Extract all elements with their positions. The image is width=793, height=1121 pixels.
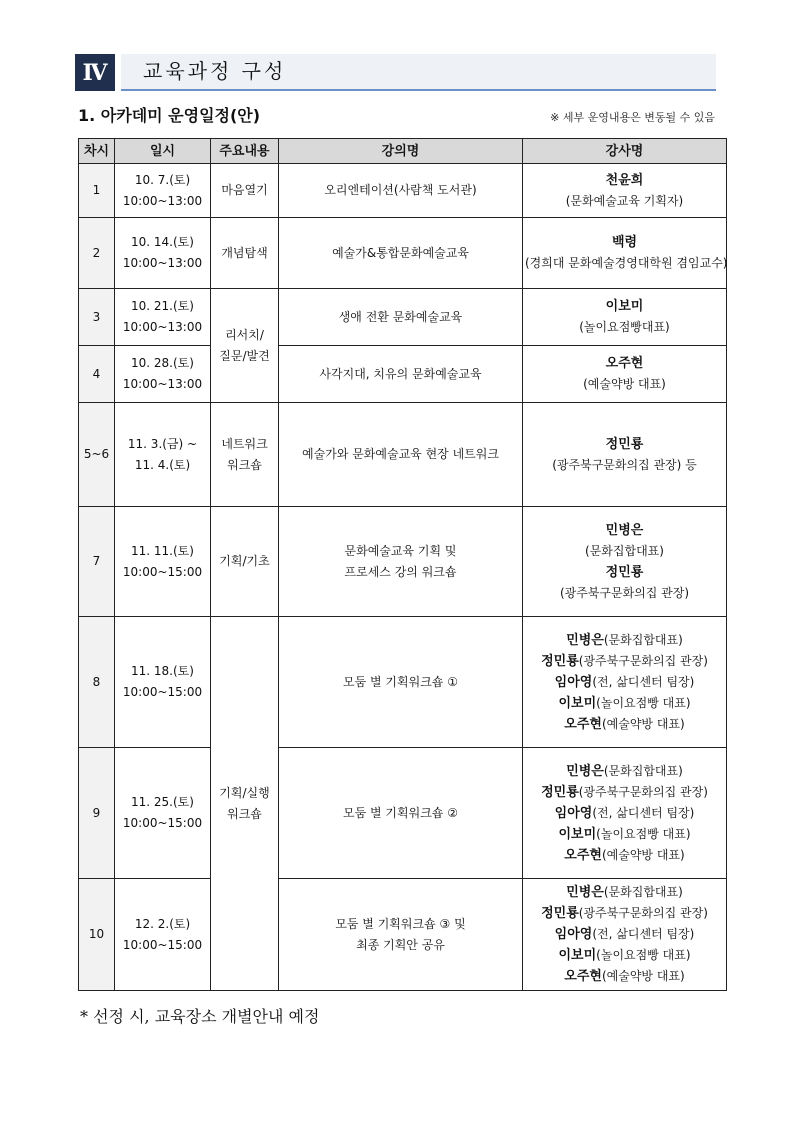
table-row	[79, 218, 727, 289]
session-datetime	[115, 748, 211, 879]
session-number: 2	[79, 218, 115, 289]
session-time: 10:00~13:00	[122, 193, 203, 208]
lecture-title	[279, 879, 523, 991]
instructor-entry	[525, 714, 724, 735]
instructor-cell	[523, 218, 727, 289]
footnote: * 선정 시, 교육장소 개별안내 예정	[80, 1007, 320, 1026]
section-number: Ⅳ	[75, 54, 115, 91]
instructor-affiliation: (전, 삶디센터 팀장)	[592, 805, 695, 820]
lecture-line: 예술가&통합문화예술교육	[332, 245, 469, 260]
instructor-cell	[523, 748, 727, 879]
session-datetime	[115, 346, 211, 403]
topic-line: 리서치/	[225, 327, 264, 342]
session-date: 11. 25.(토)	[131, 795, 194, 809]
session-datetime	[115, 218, 211, 289]
lecture-title	[279, 403, 523, 507]
session-topic	[211, 164, 279, 218]
instructor-name: 이보미	[558, 948, 597, 963]
instructor-name: 이보미	[558, 826, 597, 842]
instructor-affiliation: (예술약방 대표)	[601, 716, 685, 731]
topic-line: 워크숍	[227, 457, 262, 472]
instructor-entry	[525, 374, 724, 395]
session-topic	[211, 617, 279, 991]
instructor-entry	[525, 253, 728, 274]
instructor-entry	[525, 782, 724, 803]
instructor-entry	[525, 434, 724, 455]
session-date: 10. 21.(토)	[131, 299, 194, 313]
instructor-affiliation: (광주북구문화의집 관장)	[559, 585, 690, 600]
lecture-title	[279, 164, 523, 218]
lecture-title	[279, 289, 523, 346]
instructor-affiliation: (예술약방 대표)	[601, 847, 685, 862]
section-title: 교육과정 구성	[143, 59, 287, 83]
instructor-name: 임아영	[554, 805, 593, 821]
session-datetime	[115, 403, 211, 507]
topic-line: 개념탐색	[221, 245, 268, 260]
instructor-affiliation: (놀이요점빵대표)	[579, 320, 670, 334]
topic-line: 워크숍	[227, 806, 262, 821]
section-header	[75, 54, 716, 91]
instructor-name: 정민룡	[541, 906, 579, 921]
instructor-cell	[523, 164, 727, 218]
session-time: 10:00~15:00	[122, 685, 203, 699]
session-date: 12. 2.(토)	[134, 916, 191, 931]
header-lecture: 강의명	[279, 139, 523, 164]
session-topic	[211, 289, 279, 403]
schedule-body	[79, 164, 727, 991]
schedule-table	[78, 138, 727, 991]
session-datetime	[115, 879, 211, 991]
instructor-affiliation: (예술약방 대표)	[601, 969, 685, 983]
session-number: 9	[79, 748, 115, 879]
topic-line: 기획/실행	[219, 785, 270, 800]
instructor-affiliation: (놀이요점빵 대표)	[596, 695, 691, 710]
instructor-name: 오주현	[564, 847, 602, 863]
lecture-line: 생애 전환 문화예술교육	[338, 309, 463, 324]
instructor-entry	[525, 924, 724, 945]
instructor-entry	[525, 191, 724, 212]
instructor-entry	[525, 583, 724, 604]
instructor-name: 백령	[611, 235, 638, 250]
lecture-title	[279, 507, 523, 617]
topic-line: 네트워크	[221, 436, 268, 451]
header-session: 차시	[79, 139, 115, 164]
instructor-affiliation: (전, 삶디센터 팀장)	[592, 927, 695, 941]
header-topic: 주요내용	[211, 139, 279, 164]
instructor-entry	[525, 296, 724, 317]
instructor-entry	[525, 353, 724, 374]
session-datetime	[115, 164, 211, 218]
lecture-line: 문화예술교육 기획 및	[344, 543, 457, 558]
instructor-entry	[525, 824, 724, 845]
instructor-entry	[525, 845, 724, 866]
session-number: 10	[79, 879, 115, 991]
table-row	[79, 748, 727, 879]
instructor-name: 정민룡	[541, 653, 579, 669]
instructor-name: 민병은	[566, 763, 604, 779]
lecture-title	[279, 748, 523, 879]
instructor-affiliation: (문화예술교육 기획자)	[565, 193, 684, 208]
table-row	[79, 403, 727, 507]
instructor-affiliation: (광주북구문화의집 관장) 등	[552, 457, 697, 472]
instructor-name: 민병은	[566, 885, 604, 900]
lecture-line: 모둠 별 기획워크숍 ①	[343, 674, 458, 689]
session-number: 5~6	[79, 403, 115, 507]
lecture-line: 모둠 별 기획워크숍 ③ 및	[335, 916, 466, 931]
session-number: 7	[79, 507, 115, 617]
table-row	[79, 879, 727, 991]
instructor-name: 오주현	[564, 969, 602, 984]
lecture-title	[279, 218, 523, 289]
instructor-name: 이보미	[605, 299, 644, 314]
instructor-entry	[525, 232, 724, 253]
lecture-line: 오리엔테이션(사람책 도서관)	[324, 183, 477, 197]
instructor-entry	[525, 651, 724, 672]
session-time: 10:00~15:00	[122, 564, 203, 579]
instructor-entry	[525, 520, 724, 541]
table-row	[79, 346, 727, 403]
instructor-entry	[525, 693, 724, 714]
instructor-cell	[523, 617, 727, 748]
lecture-line: 프로세스 강의 워크숍	[344, 564, 457, 579]
instructor-name: 임아영	[554, 674, 593, 690]
session-date: 11. 3.(금) ~	[127, 436, 198, 451]
instructor-name: 정민룡	[605, 564, 644, 580]
lecture-line: 예술가와 문화예술교육 현장 네트워크	[302, 447, 499, 461]
instructor-cell	[523, 507, 727, 617]
instructor-affiliation: (놀이요점빵 대표)	[596, 948, 691, 962]
session-time: 10:00~15:00	[122, 937, 203, 952]
instructor-affiliation: (광주북구문화의집 관장)	[578, 906, 708, 920]
session-datetime	[115, 289, 211, 346]
instructor-affiliation: (경희대 문화예술경영대학원 겸임교수)	[525, 256, 728, 270]
instructor-affiliation: (문화집합대표)	[603, 885, 683, 899]
session-number: 3	[79, 289, 115, 346]
instructor-cell	[523, 346, 727, 403]
instructor-affiliation: (광주북구문화의집 관장)	[578, 653, 708, 668]
instructor-name: 정민룡	[605, 436, 644, 452]
session-time: 10:00~13:00	[122, 377, 203, 391]
session-time: 11. 4.(토)	[134, 457, 191, 472]
instructor-entry	[525, 882, 724, 903]
instructor-entry	[525, 803, 724, 824]
instructor-name: 임아영	[554, 927, 593, 942]
topic-line: 마음열기	[221, 183, 268, 197]
session-number: 8	[79, 617, 115, 748]
instructor-name: 천윤희	[605, 172, 644, 188]
lecture-title	[279, 617, 523, 748]
instructor-entry	[525, 562, 724, 583]
header-instructor: 강사명	[523, 139, 727, 164]
session-topic	[211, 218, 279, 289]
schedule-subtitle: 1. 아카데미 운영일정(안)	[78, 106, 261, 125]
session-datetime	[115, 617, 211, 748]
instructor-entry	[525, 945, 724, 966]
instructor-entry	[525, 541, 724, 562]
table-row	[79, 289, 727, 346]
instructor-name: 이보미	[558, 695, 597, 711]
session-date: 10. 28.(토)	[131, 356, 194, 370]
section-title-bar	[121, 54, 716, 91]
instructor-entry	[525, 966, 724, 987]
session-number: 1	[79, 164, 115, 218]
lecture-title	[279, 346, 523, 403]
topic-line: 질문/발견	[219, 348, 270, 363]
lecture-line: 모둠 별 기획워크숍 ②	[343, 805, 458, 820]
lecture-line: 사각지대, 치유의 문화예술교육	[319, 366, 482, 381]
instructor-cell	[523, 289, 727, 346]
table-row	[79, 164, 727, 218]
instructor-entry	[525, 630, 724, 651]
instructor-cell	[523, 879, 727, 991]
session-date: 10. 7.(토)	[134, 172, 191, 187]
instructor-affiliation: (광주북구문화의집 관장)	[578, 784, 708, 799]
header-datetime: 일시	[115, 139, 211, 164]
session-topic	[211, 507, 279, 617]
instructor-affiliation: (전, 삶디센터 팀장)	[592, 674, 695, 689]
topic-line: 기획/기초	[219, 554, 270, 568]
instructor-entry	[525, 317, 724, 338]
instructor-affiliation: (문화집합대표)	[603, 632, 683, 647]
session-number: 4	[79, 346, 115, 403]
instructor-name: 오주현	[564, 716, 602, 732]
instructor-entry	[525, 455, 724, 476]
session-date: 11. 18.(토)	[131, 664, 194, 678]
lecture-line: 최종 기획안 공유	[356, 937, 445, 952]
instructor-affiliation: (놀이요점빵 대표)	[596, 826, 691, 841]
instructor-cell	[523, 403, 727, 507]
instructor-affiliation: (문화집합대표)	[603, 763, 683, 778]
instructor-entry	[525, 903, 724, 924]
session-date: 11. 11.(토)	[131, 543, 194, 558]
instructor-affiliation: (문화집합대표)	[585, 543, 664, 558]
instructor-entry	[525, 170, 724, 191]
instructor-entry	[525, 761, 724, 782]
session-time: 10:00~15:00	[122, 816, 203, 830]
session-topic	[211, 403, 279, 507]
schedule-note: ※ 세부 운영내용은 변동될 수 있음	[550, 111, 715, 124]
table-row	[79, 617, 727, 748]
table-header-row	[79, 139, 727, 164]
table-row	[79, 507, 727, 617]
session-date: 10. 14.(토)	[131, 235, 194, 249]
instructor-name: 민병은	[605, 522, 644, 538]
instructor-name: 정민룡	[541, 784, 579, 800]
instructor-entry	[525, 672, 724, 693]
instructor-affiliation: (예술약방 대표)	[583, 377, 666, 391]
session-time: 10:00~13:00	[122, 256, 203, 270]
instructor-name: 오주현	[605, 356, 644, 371]
instructor-name: 민병은	[566, 632, 604, 648]
session-datetime	[115, 507, 211, 617]
session-time: 10:00~13:00	[122, 320, 203, 334]
